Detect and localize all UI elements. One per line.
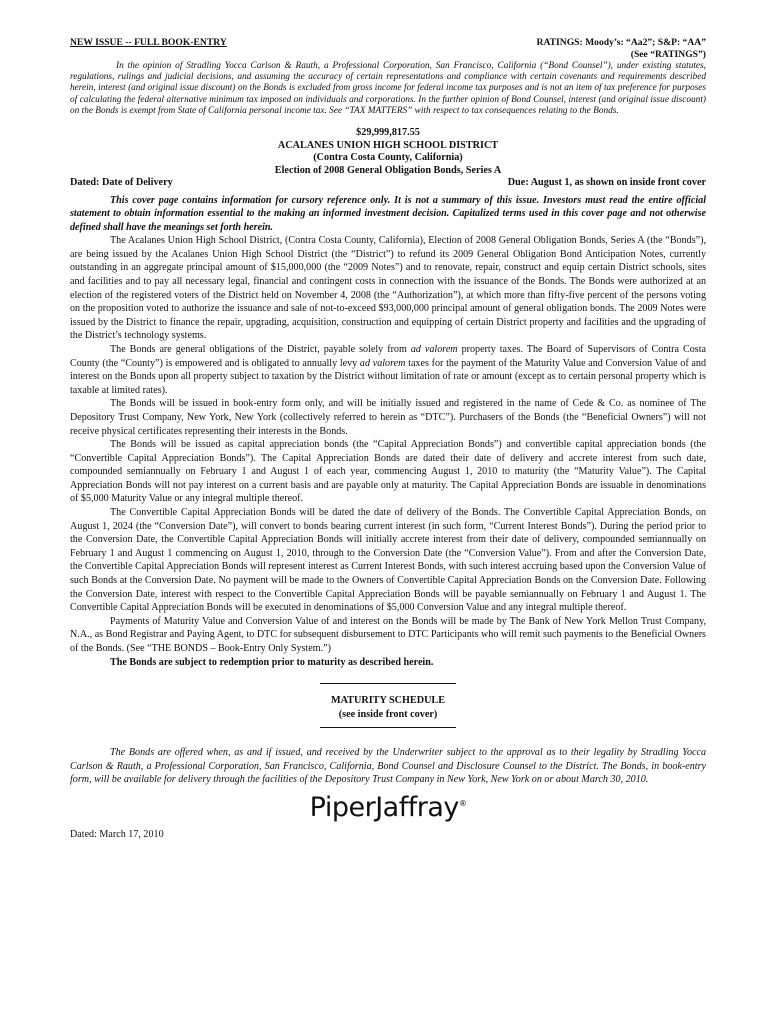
- official-statement-cover: [70, 37, 706, 842]
- election-series: Election of 2008 General Obligation Bonds, Series A: [274, 164, 502, 176]
- bond-counsel-opinion: In the opinion of Stradling Yocca Carlson & Rauth, a Professional Corporation, San Francisco, California (“Bond Counsel”), under existing statutes, regulations, rulings and judicial decisions, and assuming the accuracy of certain representations and compliance with certain covenants and requirements described herein, interest (and original issue discount) on the Bonds is excluded from gross income for federal income tax purposes and is not an item of tax preference for purposes of calculating the federal alternative minimum tax imposed on individuals and corporations. In the further opinion of Bond Counsel, interest (and original issue discount) on the Bonds is exempt from State of California personal income tax. See “TAX MATTERS” with respect to tax consequences relating to the Bonds.: [70, 61, 706, 116]
- dated-delivery: Dated: Date of Delivery: [70, 177, 173, 189]
- paragraph-ccab: The Convertible Capital Appreciation Bonds will be dated the date of delivery of the Bonds. The Convertible Capital Appreciation Bonds, on August 1, 2024 (the “Conversion Date”), will convert to bonds bearing current interest (in such form, “Current Interest Bonds”). During the period prior to the Conversion Date, the Convertible Capital Appreciation Bonds will initially accrete interest from their date of delivery, compounded semiannually on February 1 and August 1 commencing on August 1, 2010, through to the Conversion Date (the “Conversion Value”). From and after the Conversion Date, the Convertible Capital Appreciation Bonds will represent interest as Current Interest Bonds, with such interest accruing based upon the Conversion Value of such Bonds at the Conversion Date. No payment will be made to the Owners of Convertible Capital Appreciation Bonds on the Conversion Date. Following the Conversion Date, interest with respect to the Convertible Capital Appreciation Bonds will be payable semiannually on February 1 and August 1. The Convertible Capital Appreciation Bonds will be executed in denominations of $5,000 Conversion Value and any integral multiple thereof.: [70, 507, 706, 614]
- dated-final: Dated: March 17, 2010: [70, 829, 164, 841]
- due-date: Due: August 1, as shown on inside front cover: [507, 177, 706, 189]
- offering-statement: The Bonds are offered when, as and if issued, and received by the Underwriter subject to the approval as to their legality by Stradling Yocca Carlson & Rauth, a Professional Corporation, San Francisco, California, Bond Counsel and Disclosure Counsel to the District. The Bonds, in book-entry form, will be available for delivery through the facilities of the Depository Trust Company in New York, New York on or about March 30, 2010.: [70, 747, 706, 786]
- bond-amount: $29,999,817.55: [356, 127, 420, 139]
- maturity-schedule-subtitle: (see inside front cover): [338, 708, 438, 720]
- cover-note: This cover page contains information for cursory reference only. It is not a summary of this issue. Investors must read the entire official statement to obtain information essential to the making an informed investment decision. Capitalized terms used in this cover page and not otherwise defined shall have the meanings set forth herein.: [70, 194, 706, 233]
- district-name: ACALANES UNION HIGH SCHOOL DISTRICT: [277, 139, 499, 151]
- paragraph-book-entry: The Bonds will be issued in book-entry form only, and will be initially issued and registered in the name of Cede & Co. as nominee of The Depository Trust Company, New York, New York (collectively referred to herein as “DTC”). Purchasers of the Bonds (the “Beneficial Owners”) will not receive physical certificates representing their interests in the Bonds.: [70, 398, 706, 437]
- paragraph-purpose: The Acalanes Union High School District, (Contra Costa County, California), Election of 2008 General Obligation Bonds, Series A (the “Bonds”), are being issued by the Acalanes Union High School District (the “District”) to refund its 2009 General Obligation Bond Anticipation Notes, currently outstanding in an aggregate principal amount of $15,000,000 (the “2009 Notes”) and to renovate, repair, construct and equip certain District schools, sites and facilities and to pay all necessary legal, financial and contingent costs in connection with the issuance of the Bonds. The Bonds were authorized at an election of the registered voters of the District held on November 4, 2008 (the “Authorization”), at which more than fifty-five percent of the persons voting on the proposition voted to authorize the issuance and sale of not-to-exceed $93,000,000 principal amount of general obligation bonds. The 2009 Notes were issued by the District to finance the repair, upgrading, acquisition, construction and equipping of certain District property and facilities and the upgrading of the District’s technology systems.: [70, 235, 706, 342]
- paragraph-security: The Bonds are general obligations of the District, payable solely from ad valorem property taxes. The Board of Supervisors of Contra Costa County (the “County”) is empowered and is obligated to annually levy ad valorem taxes for the payment of the Maturity Value and Conversion Value of and interest on the Bonds upon all property subject to taxation by the District without limitation of rate or amount (except as to certain personal property which is taxable at limited rates).: [70, 343, 706, 396]
- maturity-schedule-title: MATURITY SCHEDULE: [330, 695, 446, 707]
- ratings: RATINGS: Moody’s: “Aa2”; S&P: “AA”: [536, 37, 706, 48]
- county-name: (Contra Costa County, California): [313, 152, 463, 164]
- paragraph-payments: Payments of Maturity Value and Conversion Value of and interest on the Bonds will be made by The Bank of New York Mellon Trust Company, N.A., as Bond Registrar and Paying Agent, to DTC for subsequent disbursement to DTC Participants who will remit such payments to the Beneficial Owners of the Bonds. (See “THE BONDS – Book-Entry Only System.”): [70, 615, 706, 655]
- dated-due-row: [70, 177, 706, 190]
- underwriter-logo: PiperJaffray®: [309, 791, 467, 823]
- see-ratings: (See “RATINGS”): [630, 49, 706, 60]
- issue-type: NEW ISSUE -- FULL BOOK-ENTRY: [70, 37, 227, 48]
- header-row: [70, 37, 706, 49]
- redemption-note: The Bonds are subject to redemption prior to maturity as described herein.: [110, 656, 434, 668]
- paragraph-cab: The Bonds will be issued as capital appreciation bonds (the “Capital Appreciation Bonds”) and convertible capital appreciation bonds (the “Convertible Capital Appreciation Bonds”). The Capital Appreciation Bonds are dated their date of delivery and accrete interest from such date, compounded semiannually on February 1 and August 1 of each year, commencing August 1, 2010 to maturity (the “Maturity Value”). The Capital Appreciation Bonds will not pay interest on a current basis and are payable only at maturity. The Capital Appreciation Bonds are issuable in denominations of $5,000 Maturity Value or any integral multiple thereof.: [70, 439, 706, 505]
